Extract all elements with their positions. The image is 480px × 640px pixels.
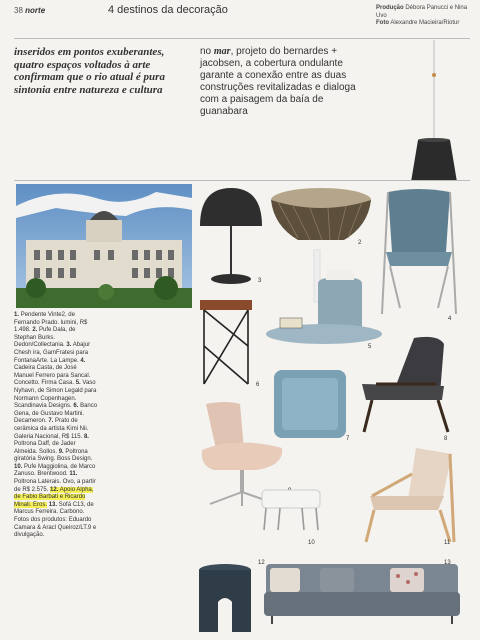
daff-armchair-image <box>352 334 460 434</box>
product-number-1: 1 <box>452 172 456 178</box>
building-photo <box>16 184 192 308</box>
product-number-5: 5 <box>368 344 372 350</box>
product-number-6: 6 <box>256 382 260 388</box>
body-text: no mar, projeto do bernardes + jacobsen, a cobertura ondulante garante a conexão entre as duas construções revitalizadas e dialoga com a paisagem da baía de guanabara <box>200 46 356 117</box>
casta-chair-image <box>378 186 460 320</box>
section-divider <box>14 180 470 181</box>
product-number-2: 2 <box>358 240 362 246</box>
page-header <box>0 0 480 40</box>
product-caption: 1. Pendente Vinte2, de Fernando Prado. lumini, R$ 1.498. 2. Pufe Dala, de Stephan Burks. Dedon/Collectania. 3. Abajur Chesh ira, GamFratesi para FontanaArte. La Lampe. 4. Cadeira Casta, de José Manuel Ferrero para Sancal. Concetto. Firma Casa. 5. Vaso Nyhavn, de Simon Legald para Normann Copenhagen. Scandinavia Designs. 6. Banco Gena, de Gustavo Martini. Decameron. 7. Prato de cerâmica da artista Kimi Nii. Galeria Nacional, R$ 115. 8. Poltrona Daff, de Jader Almeida. Sollos. 9. Poltrona giratória Swing. Boss Design. 10. Pufe Maggiolina, de Marco Zanuso. Brentwood. 11. Poltrona Laterais. Ovo, a partir de R$ 2.575. 12. Apoio Alpha, de Fabio Barbati e Ricardo Minali. Eros. 13. Sofá C13, de Marcus Ferreira. Carbono. Fotos dos produtos: Eduardo Camara & Aracl Queiroz/LT.9 e divulgação. <box>14 312 98 539</box>
product-number-4: 4 <box>448 316 452 322</box>
product-number-8: 8 <box>444 436 448 442</box>
product-number-12: 12 <box>258 560 265 566</box>
section-title: 4 destinos da decoração <box>108 4 228 16</box>
lede-text: inseridos em pontos exuberantes, quatro espaços voltados à arte confirmam que o rio atual é pura sintonia entre natureza e cultura <box>14 46 165 96</box>
gena-bench-image <box>196 296 260 388</box>
page-number: 38 norte <box>14 6 46 15</box>
pendant-lamp-image <box>396 40 472 180</box>
maggiolina-pouf-image <box>256 486 326 532</box>
woven-pouf-image <box>268 186 374 246</box>
product-number-13: 13 <box>444 560 451 566</box>
header-divider <box>14 38 470 39</box>
sofa-c13-image <box>262 556 462 626</box>
alpha-side-table-image <box>196 562 254 634</box>
product-number-11: 11 <box>444 540 451 546</box>
photo-credits: Produção Débora Panucci e Nina Uvo Foto Alexandre Macieira/Riotur <box>376 5 468 26</box>
product-number-3: 3 <box>258 278 262 284</box>
product-number-10: 10 <box>308 540 315 546</box>
laterais-chair-image <box>362 444 460 544</box>
table-lamp-image <box>196 186 266 286</box>
product-number-7: 7 <box>346 436 350 442</box>
